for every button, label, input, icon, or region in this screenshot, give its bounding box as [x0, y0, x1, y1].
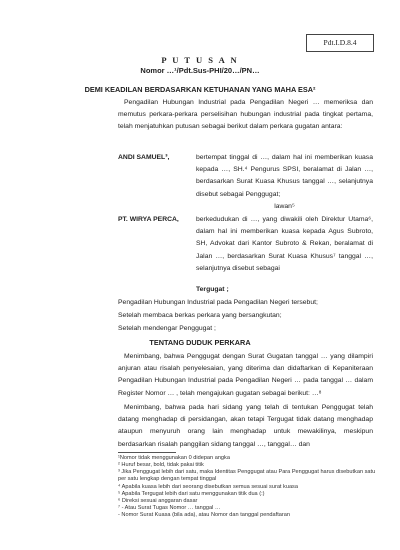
party1-name: ANDI SAMUEL³,	[118, 154, 170, 161]
footnote-5: ⁵ Apabila Tergugat lebih dari satu menggunakan titik dua (:)	[118, 491, 265, 497]
case-number: Nomor …¹/Pdt.Sus-PHI/20…/PN…	[140, 66, 260, 75]
footnote-7: ⁷ - Atau Surat Tugas Nomor … tanggal …	[118, 505, 221, 511]
footnote-1: ¹Nomor tidak menggunakan 0 didepan angka	[118, 455, 230, 461]
justice-heading: DEMI KEADILAN BERDASARKAN KETUHANAN YANG MAHA ESA²	[84, 85, 316, 94]
after-line-3: Setelah mendengar Penggugat ;	[118, 325, 216, 332]
footnote-2: ² Huruf besar, bold, tidak pakai titik	[118, 462, 204, 468]
footnote-3: ³ Jika Penggugat lebih dari satu, maka Identitas Penggugat atau Para Penggugat harus disebutkan satu per satu lengkap dengan tempat tinggal	[118, 469, 376, 482]
case-paragraph-1: Menimbang, bahwa Penggugat dengan Surat Gugatan tanggal … yang dilampiri anjuran atau risalah penyelesaian, yang diterima dan didaftarkan di Kepaniteraan Pengadilan Hubungan Industrial pada Pengadilan Negeri … pada tanggal … dalam Register Nomor … , telah mengajukan gugatan sebagai berikut: …⁸	[118, 353, 373, 397]
after-line-2: Setelah membaca berkas perkara yang bersangkutan;	[118, 312, 282, 319]
after-line-1: Pengadilan Hubungan Industrial pada Pengadilan Negeri tersebut;	[118, 299, 318, 306]
case-heading: TENTANG DUDUK PERKARA	[149, 338, 251, 347]
document-title: P U T U S A N	[161, 55, 239, 65]
party2-description: berkedudukan di …, yang diwakili oleh Direktur Utama⁶, dalam hal ini memberikan kuasa kepada Agus Subroto, SH, Advokat dari Kantor Subroto & Rekan, beralamat di Jalan …, berdasarkan Surat Kuasa Khusus⁷ tanggal …, selanjutnya disebut sebagai	[196, 216, 373, 272]
party1-description: bertempat tinggal di …, dalam hal ini memberikan kuasa kepada …, SH.⁴ Pengurus SPSI, beralamat di Jalan …, berdasarkan Surat Kuasa Khusus tanggal …, selanjutnya disebut sebagai Penggugat;	[196, 154, 373, 198]
footnote-8: - Nomor Surat Kuasa (bila ada), atau Nomor dan tanggal pendaftaran	[118, 512, 290, 518]
intro-paragraph: Pengadilan Hubungan Industrial pada Pengadilan Negeri … memeriksa dan memutus perkara-perkara perselisihan hubungan industrial pada tingkat pertama, telah menjatuhkan putusan sebagai berikut dalam perkara gugatan antara:	[118, 99, 373, 131]
footnote-4: ⁴ Apabila kuasa lebih dari seorang disebutkan semua sesuai surat kuasa	[118, 484, 298, 490]
document-code-box: Pdt.I.D.8.4	[306, 34, 374, 52]
party2-name: PT. WIRYA PERCA,	[118, 216, 179, 223]
case-paragraph-2: Menimbang, bahwa pada hari sidang yang telah di tentukan Penggugat telah datang menghadap di persidangan, akan tetapi Tergugat tidak datang menghadap ataupun menyuruh orang lain menghadap untuk mewakilinya, meskipun berdasarkan risalah panggilan sidang tanggal …, tanggal… dan	[118, 404, 373, 448]
party2-role: Tergugat ;	[196, 286, 229, 293]
versus-label: lawan⁵	[274, 203, 295, 210]
footnote-separator	[118, 452, 176, 453]
footnote-6: ⁶ Direksi sesuai anggaran dasar	[118, 498, 198, 504]
